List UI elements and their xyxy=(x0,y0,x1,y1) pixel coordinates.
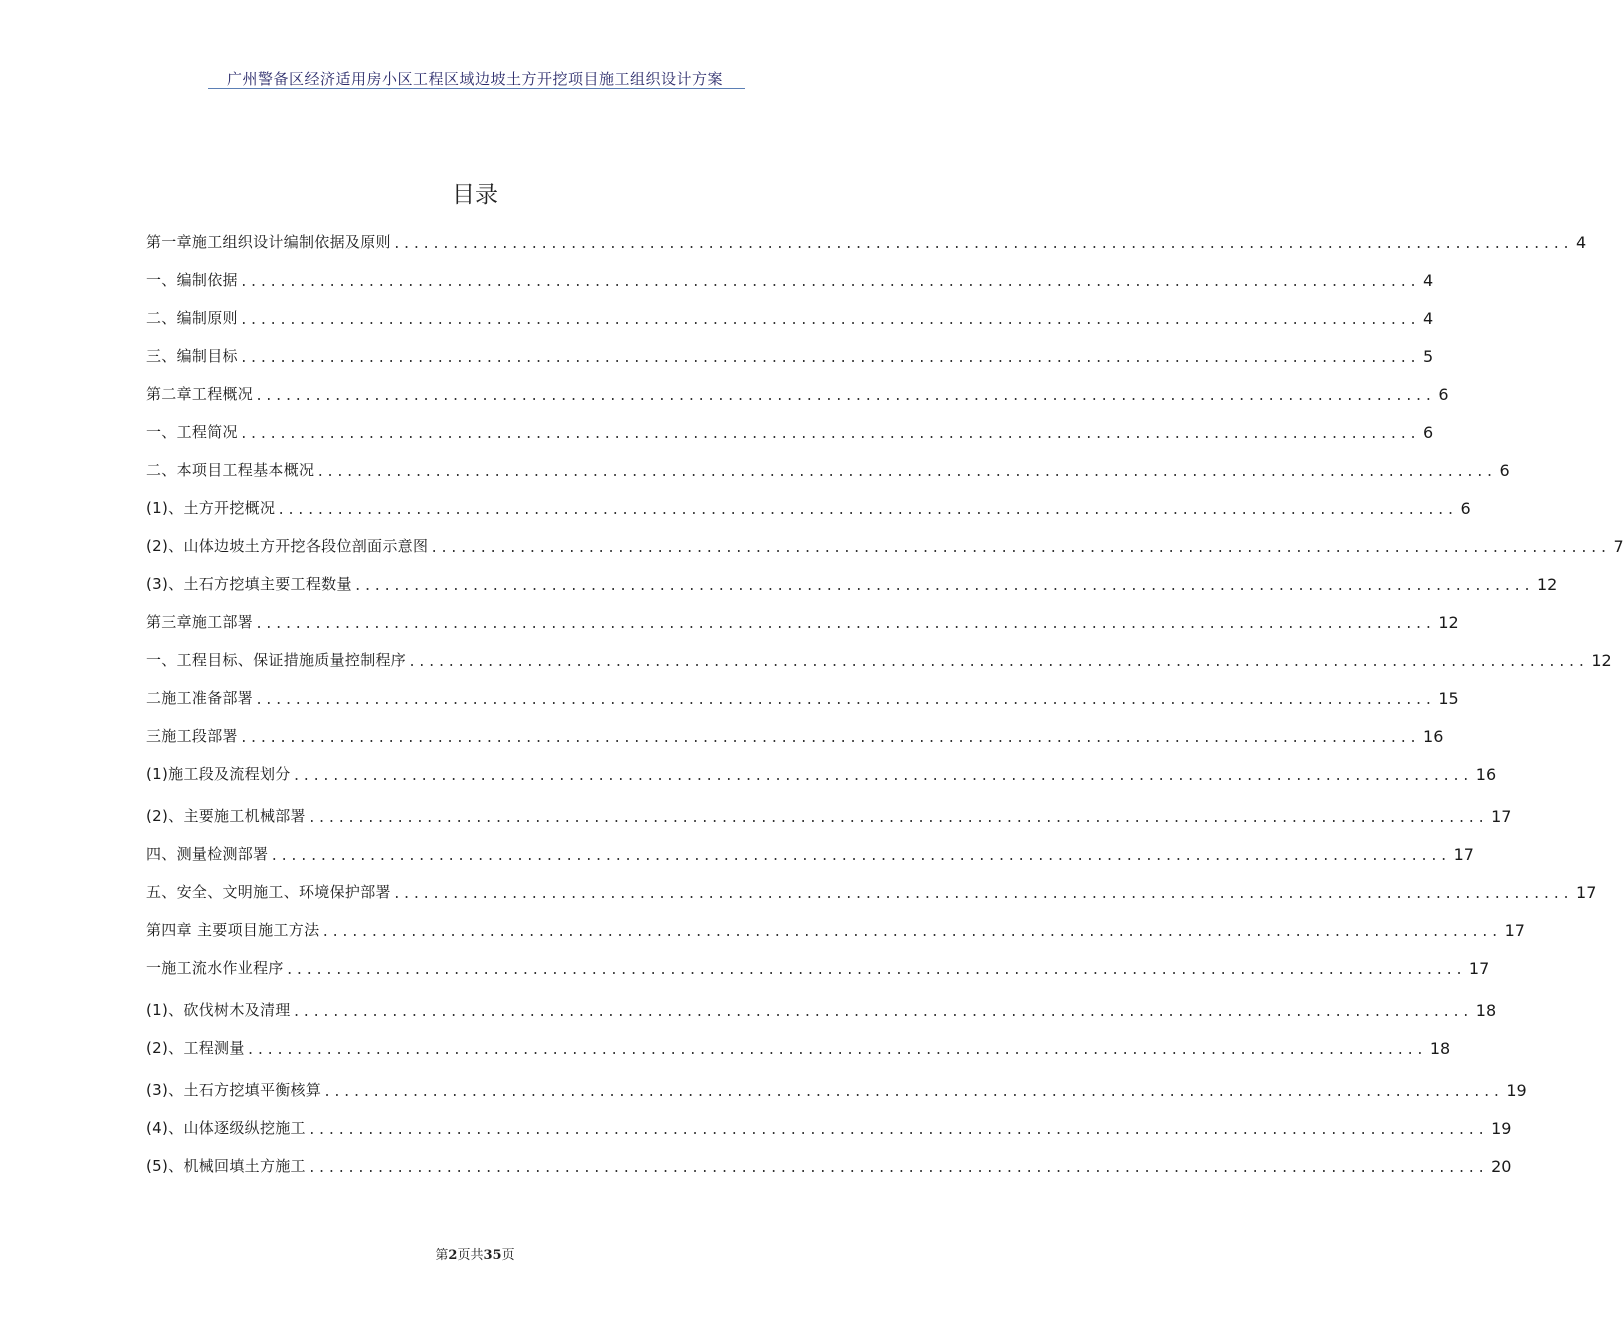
toc-entry-label: 一、编制依据 xyxy=(146,271,238,289)
toc-entry-page: 18 xyxy=(1475,1001,1497,1020)
toc-entry-page: 20 xyxy=(1491,1157,1512,1176)
toc-leader: ........................................................................................................................ xyxy=(321,925,1501,940)
toc-entry[interactable] xyxy=(146,912,1525,940)
toc-entry-page: 17 xyxy=(1576,883,1597,902)
toc-entry-page: 12 xyxy=(1591,651,1612,670)
toc-leader: ........................................................................................................................ xyxy=(255,389,1435,404)
toc-entry-page: 19 xyxy=(1491,1119,1512,1138)
toc-entry-label: 二、编制原则 xyxy=(146,309,238,327)
toc-entry-page: 7 xyxy=(1613,537,1624,556)
toc-entry[interactable] xyxy=(146,604,1459,632)
toc-entry-page: 4 xyxy=(1423,271,1434,290)
toc-entry-label: 第二章工程概况 xyxy=(146,385,254,403)
toc-entry-label: (4)、山体逐级纵挖施工 xyxy=(146,1119,306,1137)
toc-entry-page: 6 xyxy=(1438,385,1449,404)
toc-entry-label: (2)、主要施工机械部署 xyxy=(146,807,306,825)
toc-leader: ........................................................................................................................ xyxy=(255,693,1435,708)
footer-middle: 页共 xyxy=(457,1248,484,1263)
toc-leader: ........................................................................................................................ xyxy=(239,313,1420,328)
toc-entry-page: 17 xyxy=(1504,921,1525,940)
toc-leader: ........................................................................................................................ xyxy=(316,465,1496,480)
toc-leader: ........................................................................................................................ xyxy=(392,237,1573,252)
toc-entry[interactable] xyxy=(146,874,1597,902)
toc-entry-page: 5 xyxy=(1423,347,1434,366)
toc-entry-page: 16 xyxy=(1475,765,1497,784)
toc-leader: ........................................................................................................................ xyxy=(270,849,1450,864)
toc-entry-label: (3)、土石方挖填平衡核算 xyxy=(146,1081,322,1099)
toc-leader: ........................................................................................................................ xyxy=(255,617,1435,632)
toc-entry-page: 17 xyxy=(1453,845,1474,864)
toc-leader: ........................................................................................................................ xyxy=(239,731,1420,746)
toc-entry-label: (1)施工段及流程划分 xyxy=(146,765,291,783)
header-divider xyxy=(208,88,745,89)
toc-leader: ........................................................................................................................ xyxy=(292,1005,1472,1020)
toc-entry-label: (1)、砍伐树木及清理 xyxy=(146,1001,291,1019)
page-footer xyxy=(0,1244,950,1263)
toc-entry-page: 4 xyxy=(1423,309,1434,328)
toc-leader: ........................................................................................................................ xyxy=(239,351,1420,366)
toc-entry-label: (3)、土石方挖填主要工程数量 xyxy=(146,575,352,593)
toc-entry[interactable] xyxy=(146,528,1624,556)
toc-entry[interactable] xyxy=(146,224,1587,252)
toc-entry-page: 17 xyxy=(1491,807,1512,826)
toc-leader: ........................................................................................................................ xyxy=(277,503,1457,518)
toc-entry-label: 三施工段部署 xyxy=(146,727,238,745)
toc-entry[interactable] xyxy=(146,992,1497,1020)
toc-entry-label: 第三章施工部署 xyxy=(146,613,254,631)
toc-entry-page: 6 xyxy=(1499,461,1510,480)
toc-entry-label: 一、工程简况 xyxy=(146,423,238,441)
toc-entry[interactable] xyxy=(146,1110,1512,1138)
toc-entry-label: 三、编制目标 xyxy=(146,347,238,365)
toc-entry-label: (2)、山体边坡土方开挖各段位剖面示意图 xyxy=(146,537,429,555)
toc-entry[interactable] xyxy=(146,414,1434,442)
toc-leader: ........................................................................................................................ xyxy=(323,1085,1503,1100)
toc-entry[interactable] xyxy=(146,376,1449,404)
toc-leader: ........................................................................................................................ xyxy=(246,1043,1426,1058)
toc-entry-page: 16 xyxy=(1423,727,1444,746)
toc-entry-label: 二施工准备部署 xyxy=(146,689,254,707)
toc-leader: ........................................................................................................................ xyxy=(353,579,1533,594)
toc-entry[interactable] xyxy=(146,718,1444,746)
toc-entry-label: 第一章施工组织设计编制依据及原则 xyxy=(146,233,391,251)
toc-entry-page: 6 xyxy=(1460,499,1471,518)
toc-entry[interactable] xyxy=(146,1148,1512,1176)
toc-leader: ........................................................................................................................ xyxy=(285,963,1465,978)
toc-entry-label: 一、工程目标、保证措施质量控制程序 xyxy=(146,651,407,669)
toc-leader: ........................................................................................................................ xyxy=(430,541,1610,556)
toc-entry-page: 12 xyxy=(1438,613,1459,632)
toc-entry-page: 6 xyxy=(1423,423,1434,442)
toc-entry-page: 15 xyxy=(1438,689,1459,708)
toc-entry[interactable] xyxy=(146,566,1558,594)
toc-leader: ........................................................................................................................ xyxy=(392,887,1573,902)
toc-entry[interactable] xyxy=(146,1072,1527,1100)
toc-entry-label: (5)、机械回填土方施工 xyxy=(146,1157,306,1175)
toc-entry-page: 18 xyxy=(1429,1039,1451,1058)
toc-entry[interactable] xyxy=(146,1030,1451,1058)
footer-prefix: 第 xyxy=(435,1248,449,1263)
toc-entry[interactable] xyxy=(146,338,1434,366)
toc-leader: ........................................................................................................................ xyxy=(307,811,1488,826)
toc-entry[interactable] xyxy=(146,756,1497,784)
toc-entry-page: 19 xyxy=(1506,1081,1527,1100)
toc-entry[interactable] xyxy=(146,490,1471,518)
footer-suffix: 页 xyxy=(501,1248,515,1263)
toc-entry-label: 五、安全、文明施工、环境保护部署 xyxy=(146,883,391,901)
toc-entry[interactable] xyxy=(146,798,1512,826)
toc-entry-label: 二、本项目工程基本概况 xyxy=(146,461,315,479)
toc-entry[interactable] xyxy=(146,950,1490,978)
toc-entry-label: (1)、土方开挖概况 xyxy=(146,499,276,517)
toc-leader: ........................................................................................................................ xyxy=(307,1123,1488,1138)
toc-leader: ........................................................................................................................ xyxy=(292,769,1472,784)
toc-leader: ........................................................................................................................ xyxy=(408,655,1588,670)
toc-leader: ........................................................................................................................ xyxy=(239,427,1420,442)
footer-total-pages: 35 xyxy=(483,1248,502,1263)
toc-entry-page: 4 xyxy=(1576,233,1587,252)
toc-entry[interactable] xyxy=(146,300,1434,328)
toc-entry-page: 12 xyxy=(1536,575,1558,594)
toc-title: 目录 xyxy=(452,182,498,208)
toc-entry[interactable] xyxy=(146,680,1459,708)
toc-entry[interactable] xyxy=(146,836,1474,864)
toc-entry-label: 四、测量检测部署 xyxy=(146,845,269,863)
toc-leader: ........................................................................................................................ xyxy=(239,275,1420,290)
toc-entry-label: 一施工流水作业程序 xyxy=(146,959,284,977)
toc-leader: ........................................................................................................................ xyxy=(307,1161,1488,1176)
toc-entry[interactable] xyxy=(146,452,1510,480)
toc-entry[interactable] xyxy=(146,642,1612,670)
toc-entry-label: 第四章 主要项目施工方法 xyxy=(146,921,320,939)
toc-entry-page: 17 xyxy=(1468,959,1490,978)
toc-entry-label: (2)、工程测量 xyxy=(146,1039,245,1057)
footer-current-page: 2 xyxy=(448,1248,458,1263)
toc-entry[interactable] xyxy=(146,262,1434,290)
running-header: 广州警备区经济适用房小区工程区域边坡土方开挖项目施工组织设计方案 xyxy=(226,70,723,88)
